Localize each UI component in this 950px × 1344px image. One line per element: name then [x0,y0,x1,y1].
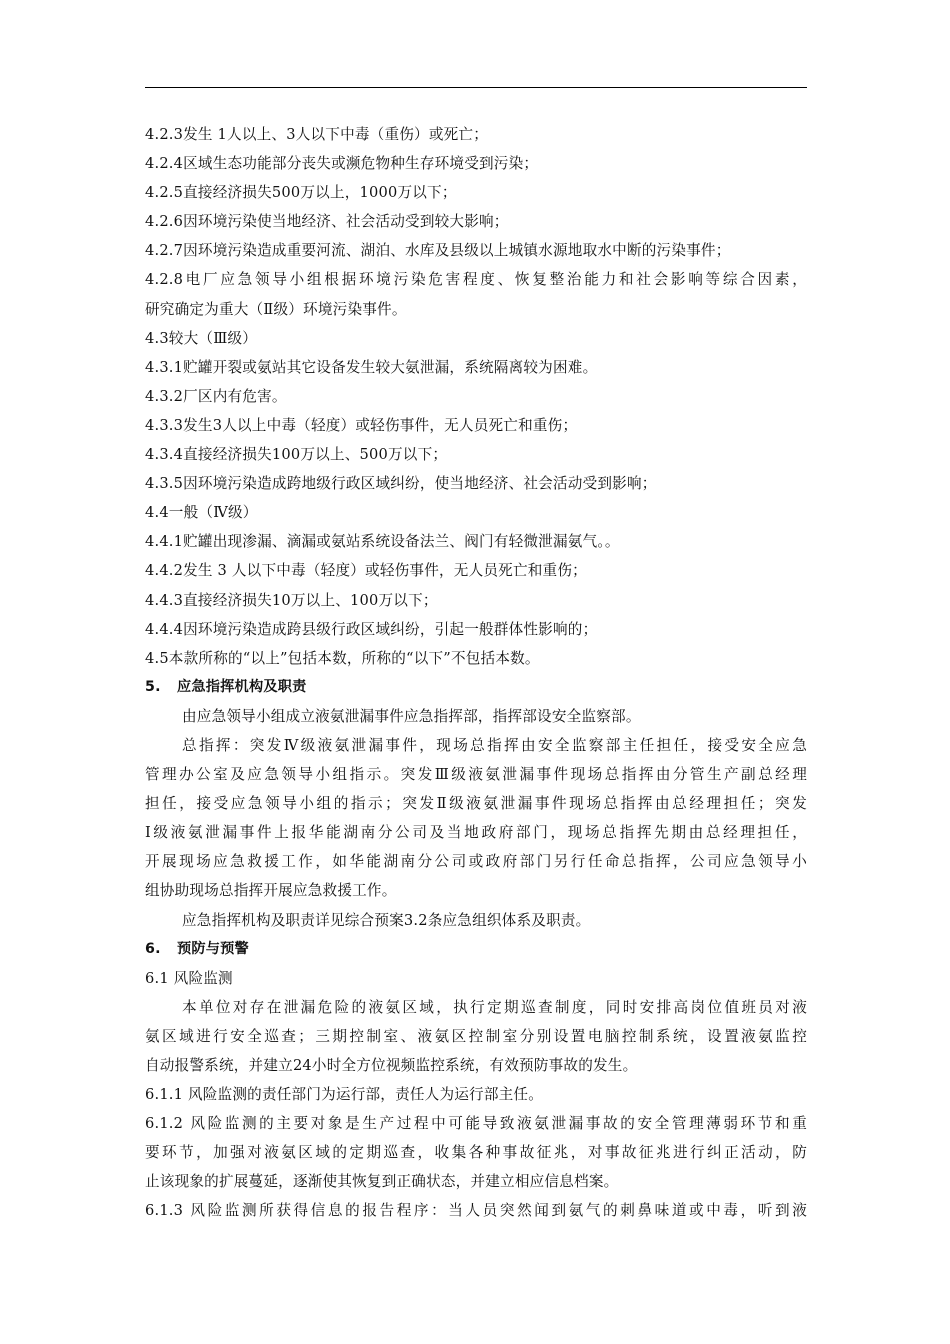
section-5-heading [145,673,807,702]
item-6-1-3: 6.1.3 风险监测所获得信息的报告程序：当人员突然闻到氨气的刺鼻味道或中毒，听到液 [145,1202,807,1220]
section-5-title: 应急指挥机构及职责 [177,678,307,695]
section-5-para-2-line-1: 总指挥：突发Ⅳ级液氨泄漏事件，现场总指挥由安全监察部主任担任，接受安全应急 [182,736,807,754]
document-body [145,120,807,1226]
section-5-number: 5. [145,678,161,695]
section-6-1-para-line-3: 自动报警系统，并建立24小时全方位视频监控系统，有效预防事故的发生。 [145,1057,638,1074]
item-4-4-2: 4.4.2发生 3 人以下中毒（轻度）或轻伤事件，无人员死亡和重伤； [145,562,587,580]
item-4-2-7: 4.2.7因环境污染造成重要河流、湖泊、水库及县级以上城镇水源地取水中断的污染事件； [145,242,731,260]
item-4-3-2: 4.3.2厂区内有危害。 [145,387,287,405]
section-6-1-para-line-2: 氨区域进行安全巡查；三期控制室、液氨区控制室分别设置电脑控制系统，设置液氨监控 [145,1027,807,1045]
item-4-2-8-cont: 研究确定为重大（Ⅱ级）环境污染事件。 [145,300,407,318]
section-5-para-1: 由应急领导小组成立液氨泄漏事件应急指挥部，指挥部设安全监察部。 [182,707,641,725]
section-6-heading [145,935,807,964]
item-4-5: 4.5本款所称的“以上”包括本数，所称的“以下”不包括本数。 [145,649,540,667]
item-6-1-1: 6.1.1 风险监测的责任部门为运行部，责任人为运行部主任。 [145,1086,544,1104]
item-6-1-2-line-3: 止该现象的扩展蔓延，逐渐使其恢复到正确状态，并建立相应信息档案。 [145,1173,619,1191]
item-6-1-2-line-1: 6.1.2 风险监测的主要对象是生产过程中可能导致液氨泄漏事故的安全管理薄弱环节和重 [145,1115,807,1133]
section-6-1-heading: 6.1 风险监测 [145,969,233,987]
header-rule [145,87,807,88]
item-4-2-3: 4.2.3发生 1人以上、3人以下中毒（重伤）或死亡； [145,126,489,143]
item-4-2-6: 4.2.6因环境污染使当地经济、社会活动受到较大影响； [145,213,509,231]
item-4-3-1: 4.3.1贮罐开裂或氨站其它设备发生较大氨泄漏，系统隔离较为困难。 [145,358,598,376]
item-4-2-8: 4.2.8电厂应急领导小组根据环境污染危害程度、恢复整治能力和社会影响等综合因素， [145,271,807,289]
item-4-2-4: 4.2.4区域生态功能部分丧失或濒危物种生存环境受到污染； [145,155,539,173]
section-5-para-2-line-3: 担任，接受应急领导小组的指示；突发Ⅱ级液氨泄漏事件现场总指挥由总经理担任；突发 [145,795,807,813]
section-5-para-2-line-4: Ⅰ级液氨泄漏事件上报华能湖南分公司及当地政府部门，现场总指挥先期由总经理担任， [145,824,807,842]
section-5-para-3: 应急指挥机构及职责详见综合预案3.2条应急组织体系及职责。 [182,911,591,929]
item-4-4-1: 4.4.1贮罐出现渗漏、滴漏或氨站系统设备法兰、阀门有轻微泄漏氨气。。 [145,533,620,551]
item-4-4-4: 4.4.4因环境污染造成跨县级行政区域纠纷，引起一般群体性影响的； [145,620,598,638]
item-4-2-5: 4.2.5直接经济损失500万以上，1000万以下； [145,184,457,202]
section-4-4-heading: 4.4一般（Ⅳ级） [145,504,258,522]
item-4-3-5: 4.3.5因环境污染造成跨地级行政区域纠纷，使当地经济、社会活动受到影响； [145,475,657,493]
section-6-1-para-line-1: 本单位对存在泄漏危险的液氨区域，执行定期巡查制度，同时安排高岗位值班员对液 [182,998,807,1016]
section-4-3-heading: 4.3较大（Ⅲ级） [145,329,258,347]
section-5-para-2-line-5: 开展现场应急救援工作，如华能湖南分公司或政府部门另行任命总指挥，公司应急领导小 [145,853,807,871]
item-4-3-3: 4.3.3发生3人以上中毒（轻度）或轻伤事件，无人员死亡和重伤； [145,416,578,434]
item-4-3-4: 4.3.4直接经济损失100万以上、500万以下； [145,446,448,464]
section-5-para-2-line-6: 组协助现场总指挥开展应急救援工作。 [145,882,397,900]
section-6-number: 6. [145,940,161,957]
section-6-title: 预防与预警 [177,940,249,957]
item-4-4-3: 4.4.3直接经济损失10万以上、100万以下； [145,591,438,609]
section-5-para-2-line-2: 管理办公室及应急领导小组指示。突发Ⅲ级液氨泄漏事件现场总指挥由分管生产副总经理 [145,766,807,784]
item-6-1-2-line-2: 要环节，加强对液氨区域的定期巡查，收集各种事故征兆，对事故征兆进行纠正活动，防 [145,1144,807,1162]
